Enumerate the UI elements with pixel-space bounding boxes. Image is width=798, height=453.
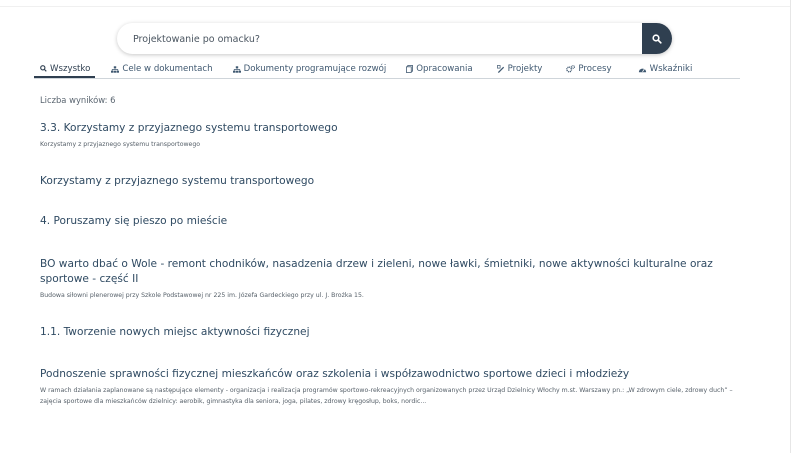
result-title-link[interactable]: 4. Poruszamy się pieszo po mieście [40, 215, 228, 227]
tab-label: Projekty [507, 64, 543, 74]
pen-ruler-icon [497, 65, 505, 73]
result-item [40, 174, 750, 189]
result-description: Budowa siłowni plenerowej przy Szkole Podstawowej nr 225 im. Józefa Gardeckiego przy ul. J. Brożka 15. [40, 292, 364, 299]
document-icon [406, 65, 413, 73]
tab-label: Procesy [578, 64, 612, 74]
result-description: W ramach działania zaplanowane są następujące elementy - organizacja i realizacja programów sportowo-rekreacyjnych organizowanych przez Urząd Dzielnicy Włochy m.st. Warszawy pn.: „W zdrowym ciele, zdrowy duch” – zajęcia sportowe dla mieszkańców dzielnicy: aerobik, gimnastyka dla seniora, joga, pilates, zdrowy kręgosłup, boks, nordic... [40, 387, 733, 405]
search-icon [40, 65, 47, 72]
result-item [40, 257, 750, 301]
gears-icon [566, 65, 575, 73]
category-tabs [34, 61, 740, 79]
result-title-link[interactable]: 1.1. Tworzenie nowych miejsc aktywności fizycznej [40, 326, 310, 338]
tab-dokumenty-programujace[interactable] [228, 61, 392, 77]
result-item [40, 121, 750, 150]
result-title-link[interactable]: Korzystamy z przyjaznego systemu transportowego [40, 175, 315, 187]
search-bar [117, 23, 672, 54]
top-divider [0, 6, 790, 7]
tab-label: Wszystko [50, 63, 91, 74]
sitemap-icon [233, 66, 241, 73]
tab-label: Cele w dokumentach [122, 64, 213, 74]
result-item [40, 367, 750, 407]
gauge-icon [638, 66, 647, 73]
tab-label: Wskaźniki [649, 64, 693, 74]
tab-projekty[interactable] [492, 61, 548, 77]
tab-label: Dokumenty programujące rozwój [243, 64, 387, 74]
tab-opracowania[interactable] [401, 61, 477, 77]
tab-cele-w-dokumentach[interactable] [106, 61, 217, 77]
result-description: Korzystamy z przyjaznego systemu transportowego [40, 141, 201, 148]
search-button[interactable] [642, 23, 672, 54]
result-title-link[interactable]: BO warto dbać o Wole - remont chodników, nasadzenia drzew i zieleni, nowe ławki, śmietniki, nowe aktywności kulturalne oraz sportowe - część II [40, 258, 713, 285]
result-item [40, 214, 750, 229]
tab-label: Opracowania [416, 64, 473, 74]
tab-procesy[interactable] [561, 61, 616, 77]
search-input[interactable] [131, 23, 635, 56]
sitemap-icon [111, 66, 119, 73]
tab-wszystko[interactable] [34, 61, 95, 78]
search-icon [652, 34, 662, 44]
tab-wskazniki[interactable] [633, 61, 698, 77]
result-item [40, 325, 750, 340]
result-title-link[interactable]: 3.3. Korzystamy z przyjaznego systemu transportowego [40, 122, 338, 134]
results-count: Liczba wyników: 6 [40, 95, 116, 105]
result-title-link[interactable]: Podnoszenie sprawności fizycznej mieszkańców oraz szkolenia i współzawodnictwo sportowe dzieci i młodzieży [40, 368, 630, 380]
